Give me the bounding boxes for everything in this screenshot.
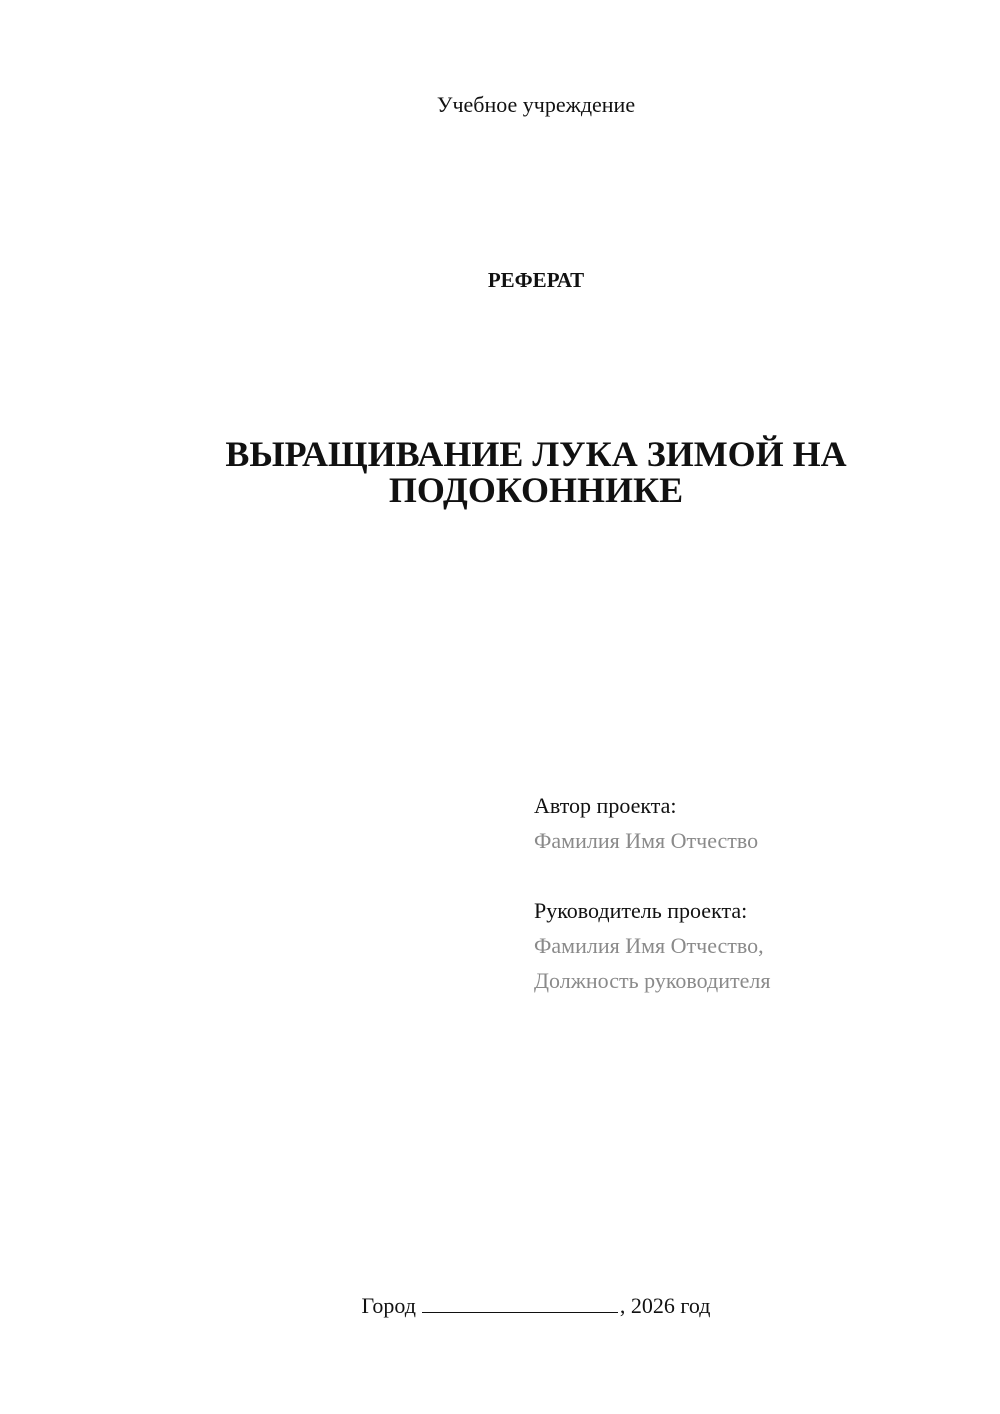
author-name: Фамилия Имя Отчество bbox=[534, 828, 759, 853]
document-title-line-2: ПОДОКОННИКЕ bbox=[388, 470, 684, 510]
footer-city-year bbox=[0, 1290, 1000, 1319]
supervisor-name: Фамилия Имя Отчество, bbox=[534, 933, 764, 958]
city-label: Город bbox=[361, 1293, 416, 1318]
document-title-line-1: ВЫРАЩИВАНИЕ ЛУКА ЗИМОЙ НА bbox=[225, 434, 847, 474]
document-title bbox=[150, 436, 922, 508]
supervisor-label: Руководитель проекта: bbox=[534, 898, 748, 923]
author-label: Автор проекта: bbox=[534, 793, 677, 818]
institution-name: Учебное учреждение bbox=[436, 92, 636, 117]
year-text: , 2026 год bbox=[619, 1293, 711, 1318]
supervisor-position: Должность руководителя bbox=[534, 968, 771, 993]
document-type: РЕФЕРАТ bbox=[487, 268, 585, 292]
signature-spacer bbox=[534, 858, 974, 893]
city-blank-line bbox=[422, 1290, 618, 1313]
signature-block bbox=[534, 788, 974, 998]
